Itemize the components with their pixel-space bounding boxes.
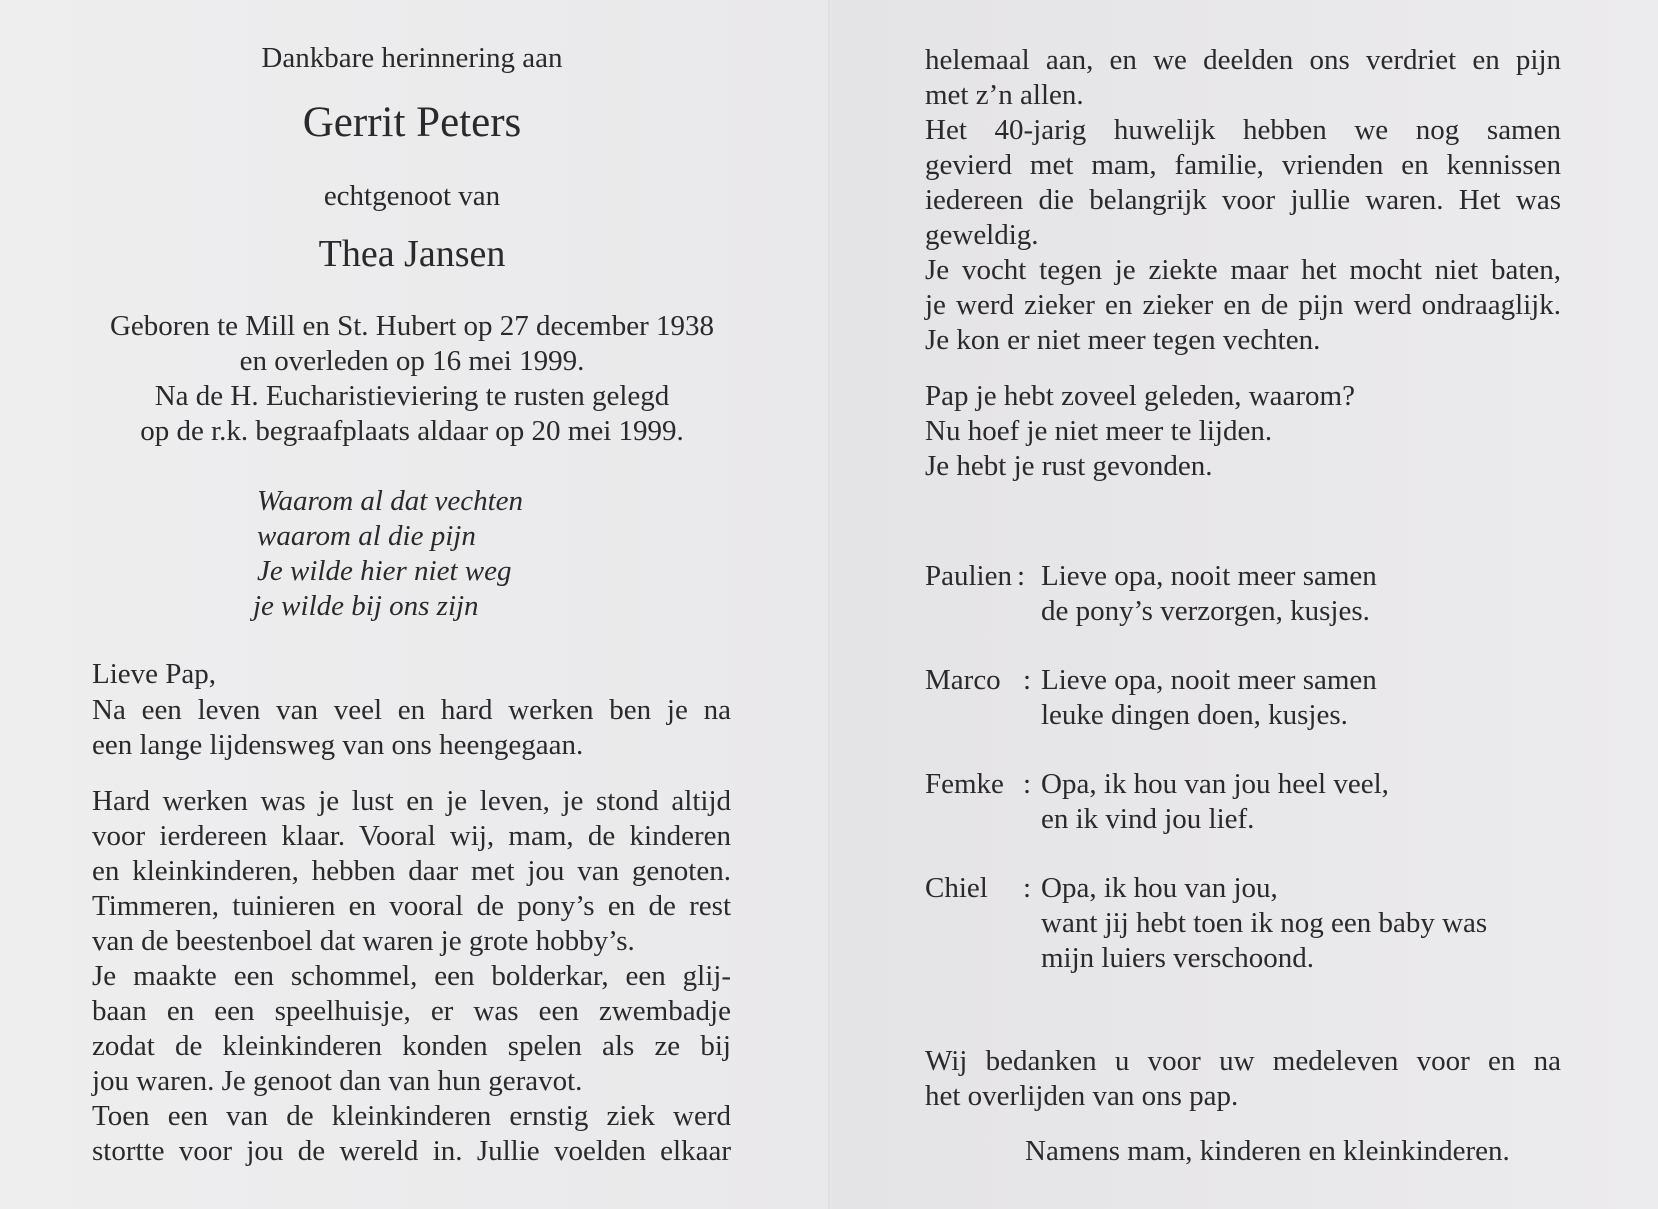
message-separator: : [1023,768,1032,800]
message-separator: : [1023,664,1032,696]
body-line: Je kon er niet meer tegen vechten. [925,324,1321,356]
dates-line: Geboren te Mill en St. Hubert op 27 december 1938 [109,310,714,342]
greeting: Lieve Pap, [92,658,217,690]
thanks-line: het overlijden van ons pap. [925,1080,1239,1112]
body-line: Na een leven van veel en hard werken ben je na [92,694,731,726]
body-line: Je hebt je rust gevonden. [925,450,1213,482]
body-line: een lange lijdensweg van ons heengegaan. [92,729,584,761]
body-line: Nu hoef je niet meer te lijden. [925,415,1273,447]
message-line: Lieve opa, nooit meer samen [1041,664,1377,696]
spouse-name: Thea Jansen [318,233,506,275]
poem-line: je wilde bij ons zijn [253,590,479,622]
poem-line: Je wilde hier niet weg [257,555,512,587]
message-line: de pony’s verzorgen, kusjes. [1041,595,1370,627]
body-line: Toen een van de kleinkinderen ernstig ziek werd [92,1100,731,1132]
body-line: baan en een speelhuisje, er was een zwembadje [92,995,731,1027]
body-line: met z’n allen. [925,79,1084,111]
body-line: jou waren. Je genoot dan van hun geravot. [92,1065,583,1097]
body-line: helemaal aan, en we deelden ons verdriet en pijn [925,44,1561,76]
header-text: Dankbare herinnering aan [261,42,563,74]
body-line: geweldig. [925,219,1039,251]
message-line: leuke dingen doen, kusjes. [1041,699,1348,731]
message-name: Marco [925,664,1001,696]
message-name: Paulien [925,560,1012,592]
message-line: Opa, ik hou van jou, [1041,872,1278,904]
poem-line: waarom al die pijn [257,520,476,552]
message-name: Chiel [925,872,988,904]
message-line: Opa, ik hou van jou heel veel, [1041,768,1389,800]
message-name: Femke [925,768,1004,800]
body-line: iedereen die belangrijk voor jullie waren. Het was [925,184,1561,216]
body-line: gevierd met mam, familie, vrienden en kennissen [925,149,1561,181]
body-line: stortte voor jou de wereld in. Jullie voelden elkaar [92,1135,731,1167]
poem-line: Waarom al dat vechten [257,485,524,517]
fold-line [828,0,830,1209]
body-line: Pap je hebt zoveel geleden, waarom? [925,380,1355,412]
deceased-name: Gerrit Peters [302,99,522,146]
thanks-line: Wij bedanken u voor uw medeleven voor en na [925,1045,1561,1077]
body-line: Hard werken was je lust en je leven, je stond altijd [92,785,731,817]
body-line: Het 40-jarig huwelijk hebben we nog samen [925,114,1561,146]
message-separator: : [1017,560,1026,592]
body-line: zodat de kleinkinderen konden spelen als ze bij [92,1030,731,1062]
body-line: je werd zieker en zieker en de pijn werd ondraaglijk. [925,289,1561,321]
message-separator: : [1023,872,1032,904]
dates-line: Na de H. Eucharistieviering te rusten gelegd [154,380,670,412]
body-line: Timmeren, tuinieren en vooral de pony’s en de rest [92,890,731,922]
message-line: mijn luiers verschoond. [1041,942,1315,974]
dates-line: en overleden op 16 mei 1999. [239,345,585,377]
dates-line: op de r.k. begraafplaats aldaar op 20 mei 1999. [140,415,684,447]
message-line: en ik vind jou lief. [1041,803,1255,835]
body-line: voor ierdereen klaar. Vooral wij, mam, de kinderen [92,820,731,852]
body-line: en kleinkinderen, hebben daar met jou van genoten. [92,855,731,887]
body-line: Je vocht tegen je ziekte maar het mocht niet baten, [925,254,1561,286]
signature: Namens mam, kinderen en kleinkinderen. [1025,1135,1510,1167]
body-line: Je maakte een schommel, een bolderkar, een glij- [92,960,731,992]
message-line: Lieve opa, nooit meer samen [1041,560,1377,592]
spouse-intro: echtgenoot van [323,180,501,212]
message-line: want jij hebt toen ik nog een baby was [1041,907,1488,939]
body-line: van de beestenboel dat waren je grote hobby’s. [92,925,635,957]
